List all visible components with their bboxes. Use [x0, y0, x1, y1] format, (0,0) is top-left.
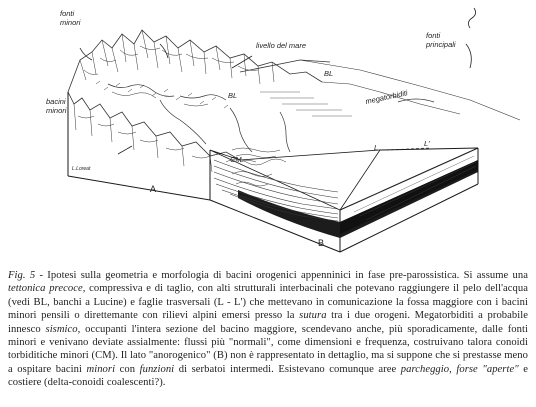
label-fonti-principali-top: fonti: [426, 31, 441, 40]
caption-segment: tra i due orogeni. Megatorbiditi a probabile innesco: [8, 310, 528, 335]
figure-caption: [8, 269, 528, 390]
label-bl-lower: BL: [228, 91, 238, 100]
figure-number: Fig. 5: [8, 270, 36, 281]
label-fonti-minori-top: fonti: [60, 9, 75, 18]
caption-segment: sutura: [299, 310, 327, 322]
caption-segment: tettonica precoce: [8, 283, 83, 295]
label-bl-upper: BL: [324, 69, 334, 78]
label-fonti-principali-bottom: principali: [426, 40, 456, 49]
label-bacini-minori-bottom: minori: [46, 106, 67, 115]
label-cm: CM: [230, 155, 242, 164]
source-arrows: [80, 8, 476, 154]
label-l-prime: L': [424, 139, 430, 148]
caption-segment: con: [115, 363, 140, 375]
basin-dark-layer: [238, 160, 478, 238]
label-b: B: [318, 238, 325, 248]
label-bacini-minori-top: bacini: [46, 97, 66, 106]
caption-segment: sismico: [45, 323, 78, 335]
label-fonti-minori-bottom: minori: [60, 18, 81, 27]
block-outline: [68, 92, 478, 252]
caption-segment: di serbatoi intermedi. Esistevano comunque aree: [174, 363, 401, 375]
label-a: A: [150, 184, 157, 194]
caption-segment: - Ipotesi sulla geometria e morfologia di bacini orogenici appenninici in fase pre-parossistica. Si assume una: [35, 270, 529, 281]
caption-segment: minori: [86, 363, 116, 375]
label-l: L: [374, 143, 379, 152]
caption-segment: , compressiva e di taglio, con alti strutturali interbacinali che potevano raggiungere il pelo dell'acqua (vedi BL, banchi a Lucine) e faglie trasversali (L - L') che mettevano in comunicazione la fossa maggiore con i bacini minori pensili o direttemante con rilievi alpini emersi presso la: [8, 283, 528, 322]
caption-segment: funzioni: [139, 363, 175, 375]
label-livello-del-mare: livello del mare: [256, 41, 307, 50]
mountain-relief: [68, 30, 322, 172]
label-megatorbiditi: megatorbiditi: [364, 88, 409, 106]
caption-text: [8, 270, 528, 388]
caption-segment: , occupanti l'intera sezione del bacino maggiore, scendevano anche, più sporadicamente, dalle fonti minori e venivano deviate assialmente: flussi più "normali", come dimensioni e frequenza, costruivano talora conoidi torbiditiche minori (CM). Il lato "anorogenico" (B) non è rappresentato in dettaglio, ma si suppone che si prestasse meno a ospitare bacini: [8, 323, 528, 375]
label-signature: L.Loreat: [72, 166, 91, 172]
basin-dark-layer-side: [340, 160, 478, 234]
caption-segment: e costiere (delta-conoidi coalescenti?).: [8, 363, 529, 389]
caption-segment: parcheggio, forse "aperte": [400, 363, 519, 375]
